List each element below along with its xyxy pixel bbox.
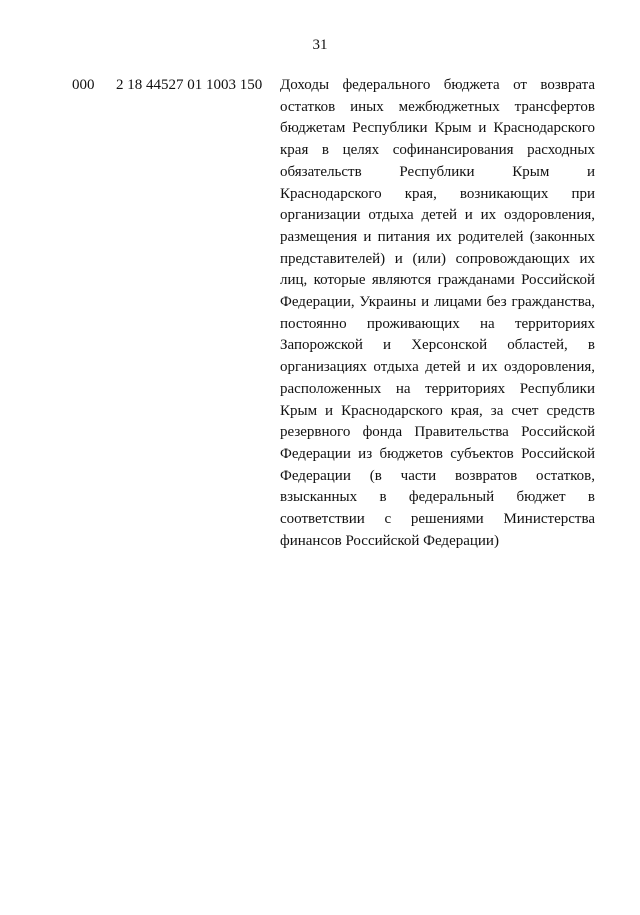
administrator-code: 000 xyxy=(72,77,95,93)
income-description: Доходы федерального бюджета от возврата остатков иных межбюджетных трансфертов бюджетам Республики Крым и Краснодарского края в целях софинансирования расходных обязательств Республики Крым и Краснодарского края, возникающих при организации отдыха детей и их оздоровления, размещения и питания их родителей (законных представителей) и (или) сопровождающих их лиц, которые являются гражданами Российской Федерации, Украины и лицами без гражданства, постоянно проживающих на территориях Запорожской и Херсонской областей, в организациях отдыха детей и их оздоровления, расположенных на территориях Республики Крым и Краснодарского края, за счет средств резервного фонда Правительства Российской Федерации из бюджетов субъектов Российской Федерации (в части возвратов остатков, взысканных в федеральный бюджет в соответствии с решениями Министерства финансов Российской Федерации) xyxy=(280,77,595,549)
budget-classification-code: 2 18 44527 01 1003 150 xyxy=(116,77,263,93)
page-number: 31 xyxy=(312,37,328,53)
table-row xyxy=(0,75,640,555)
